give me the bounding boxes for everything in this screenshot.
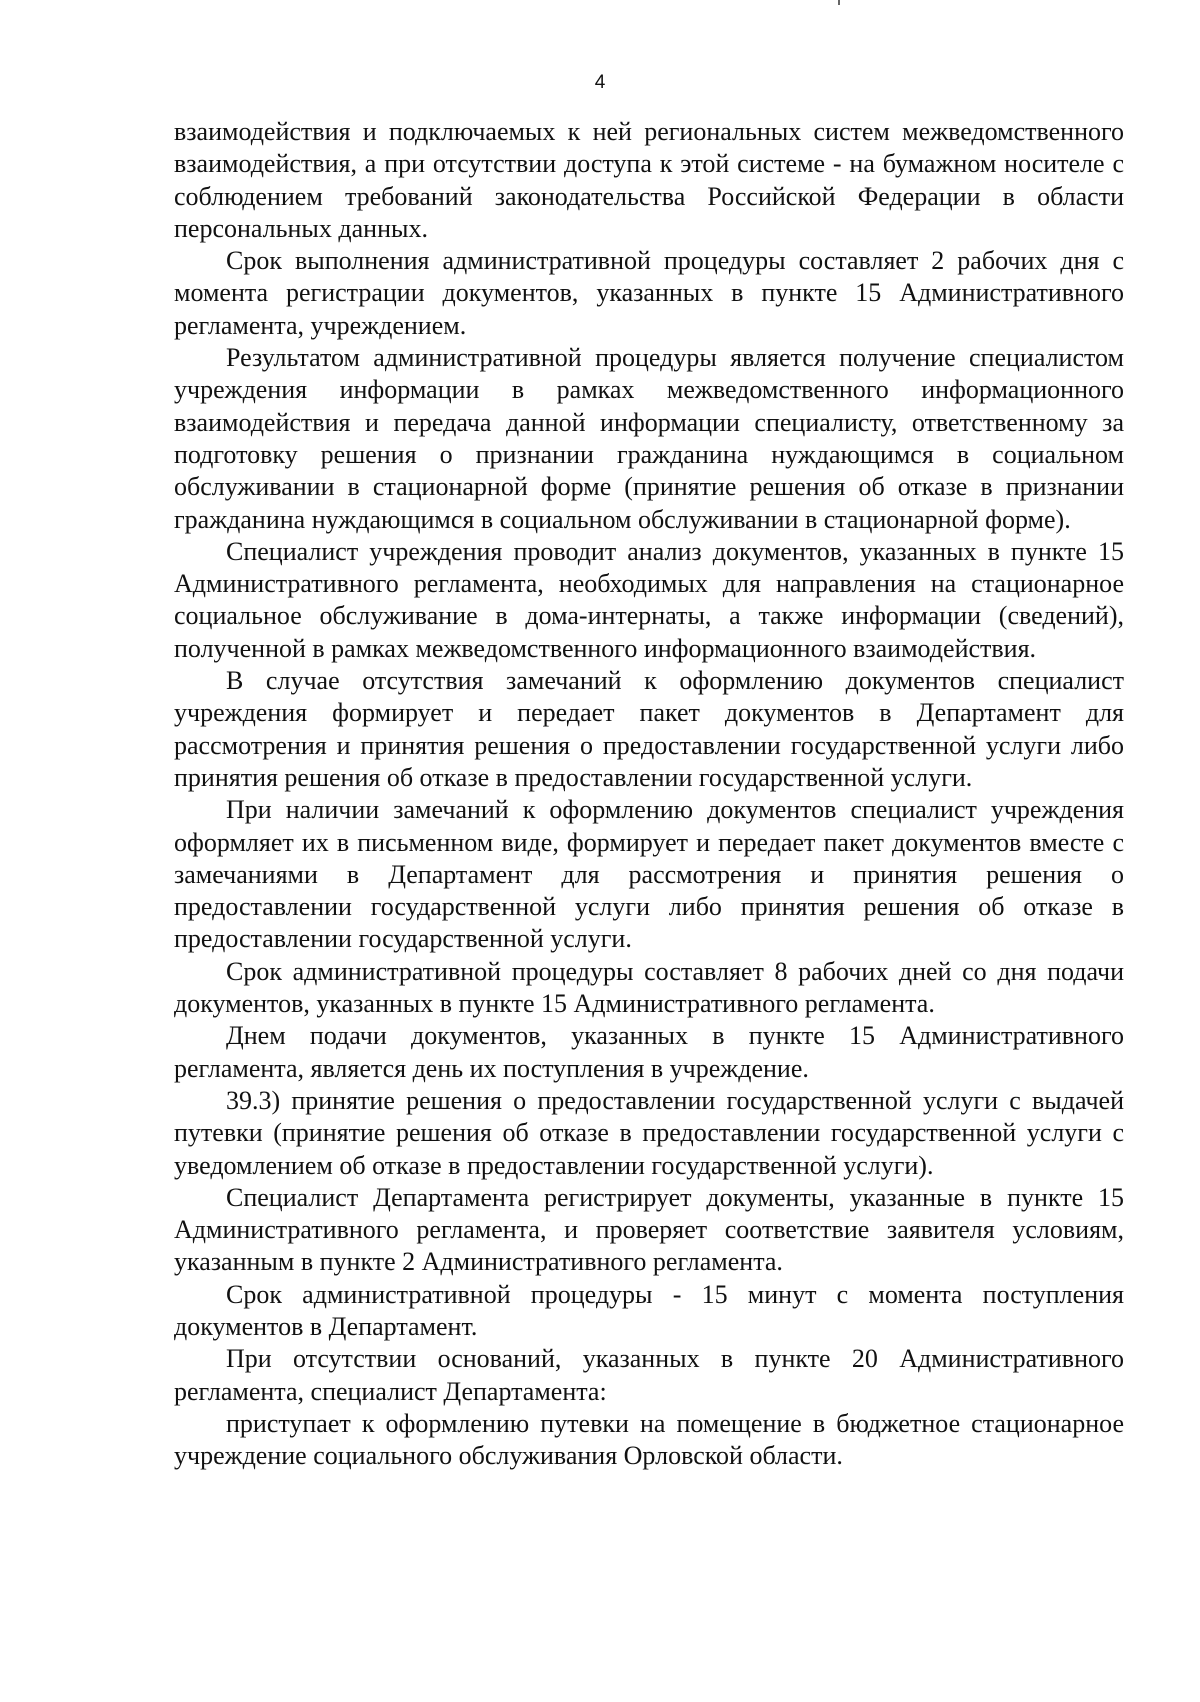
paragraph-submission-day: Днем подачи документов, указанных в пункте 15 Административного регламента, является день их поступления в учреждение. [174,1021,1124,1083]
paragraph-continuation: взаимодействия и подключаемых к ней региональных систем межведомственного взаимодействия, а при отсутствии доступа к этой системе - на бумажном носителе с соблюдением требований законодательства Российской Федерации в области персональных данных. [174,117,1124,243]
paragraph-procedure-result: Результатом административной процедуры является получение специалистом учреждения информации в рамках межведомственного информационного взаимодействия и передача данной информации специалисту, ответственному за подготовку решения о признании гражданина нуждающимся в социальном обслуживании в стационарной форме (принятие решения об отказе в признании гражданина нуждающимся в социальном обслуживании в стационарной форме). [174,343,1124,534]
paragraph-voucher-issuance: приступает к оформлению путевки на помещение в бюджетное стационарное учреждение социального обслуживания Орловской области. [174,1408,1124,1471]
paragraph-department-registers: Специалист Департамента регистрирует документы, указанные в пункте 15 Административного регламента, и проверяет соответствие заявителя условиям, указанным в пункте 2 Административного регламента. [174,1182,1124,1277]
paragraph-procedure-term: Срок выполнения административной процедуры составляет 2 рабочих дня с момента регистрации документов, указанных в пункте 15 Административного регламента, учреждением. [174,246,1124,340]
scan-artifact [838,0,840,5]
paragraph-no-remarks: В случае отсутствия замечаний к оформлению документов специалист учреждения формирует и передает пакет документов в Департамент для рассмотрения и принятия решения о предоставлении государственной услуги либо принятия решения об отказе в предоставлении государственной услуги. [174,666,1124,792]
document-body [174,116,1124,1472]
paragraph-procedure-term-8-days: Срок административной процедуры составляет 8 рабочих дней со дня подачи документов, указанных в пункте 15 Административного регламента. [174,956,1124,1019]
paragraph-no-grounds: При отсутствии оснований, указанных в пункте 20 Административного регламента, специалист Департамента: [174,1344,1124,1406]
paragraph-item-39-3: 39.3) принятие решения о предоставлении государственной услуги с выдачей путевки (принятие решения об отказе в предоставлении государственной услуги с уведомлением об отказе в предоставлении государственной услуги). [174,1085,1124,1180]
paragraph-procedure-term-15-min: Срок административной процедуры - 15 минут с момента поступления документов в Департамент. [174,1279,1124,1341]
page-number: 4 [594,72,606,93]
paragraph-document-analysis: Специалист учреждения проводит анализ документов, указанных в пункте 15 Административного регламента, необходимых для направления на стационарное социальное обслуживание в дома-интернаты, а также информации (сведений), полученной в рамках межведомственного информационного взаимодействия. [174,536,1124,663]
paragraph-with-remarks: При наличии замечаний к оформлению документов специалист учреждения оформляет их в письменном виде, формирует и передает пакет документов вместе с замечаниями в Департамент для рассмотрения и принятия решения о предоставлении государственной услуги либо принятия решения об отказе в предоставлении государственной услуги. [174,795,1124,954]
